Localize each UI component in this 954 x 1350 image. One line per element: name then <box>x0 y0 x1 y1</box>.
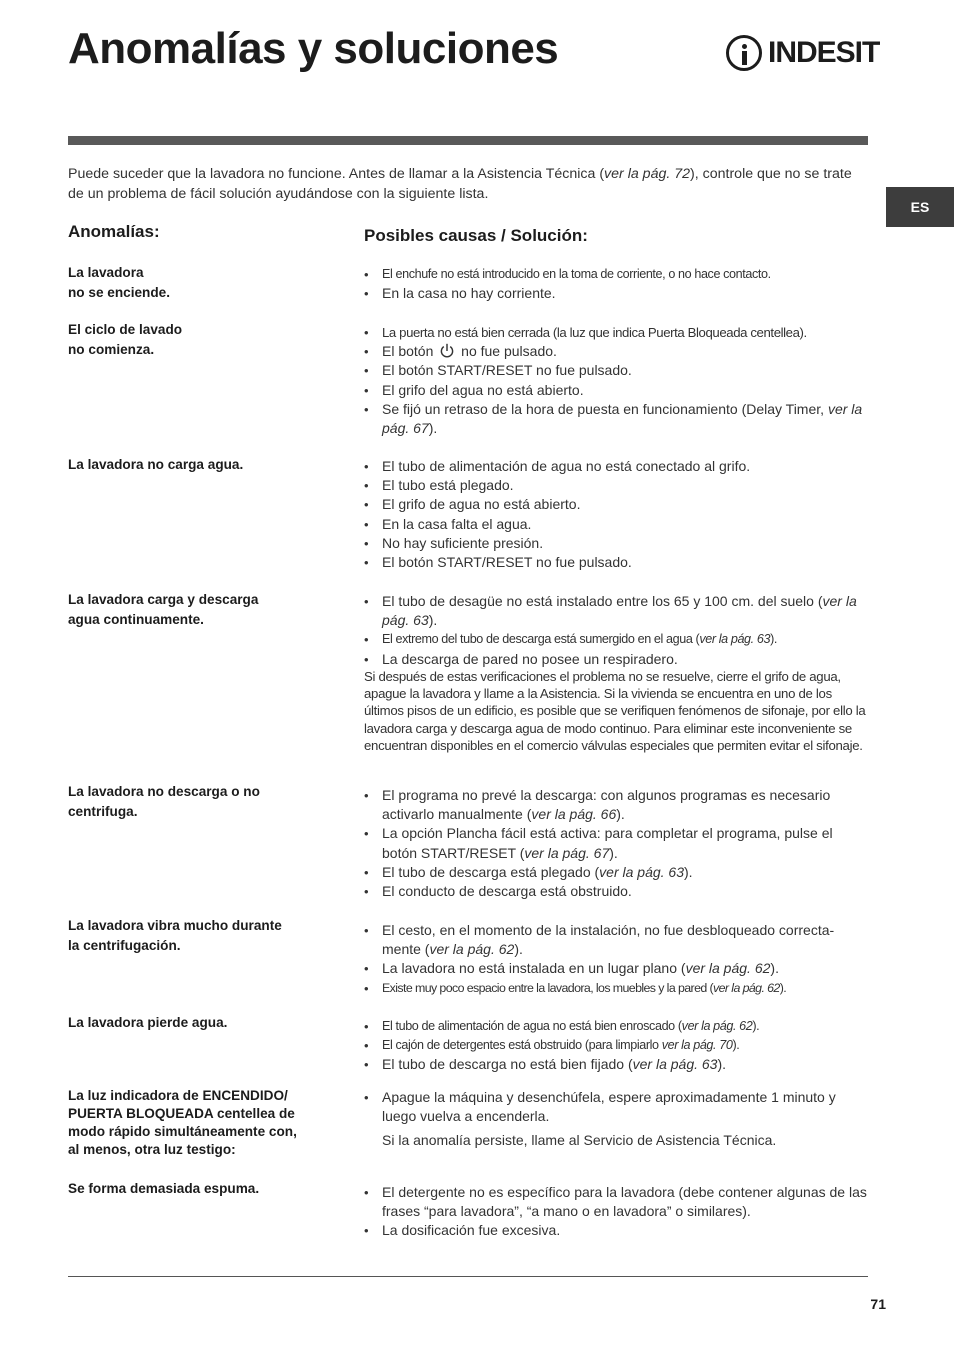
problem-line: agua continuamente. <box>68 611 204 627</box>
solution-item: • El grifo de agua no está abierto. <box>364 495 868 514</box>
solution-item: • El tubo está plegado. <box>364 476 868 495</box>
solution-text: El cesto, en el momento de la instalación, no fue desbloqueado correcta-mente ( <box>382 922 835 958</box>
solution-item <box>364 1036 868 1055</box>
solution-text: El botón <box>382 343 434 360</box>
problem-line: no comienza. <box>68 341 155 357</box>
solution-list <box>364 457 868 572</box>
problem-line: la centrifugación. <box>68 937 181 953</box>
problem-line: La lavadora no carga agua. <box>68 457 244 472</box>
page-title: Anomalías y soluciones <box>68 24 559 73</box>
solution-item <box>364 1055 868 1074</box>
brand-logo <box>726 32 879 74</box>
solution-item <box>364 959 868 978</box>
solution-item: • En la casa no hay corriente. <box>364 284 868 303</box>
solution-text: El cajón de detergentes está obstruido (para limpiarlo <box>382 1038 662 1053</box>
solution-item: • La dosificación fue excesiva. <box>364 1221 868 1240</box>
page-ref: ver la pág. 66 <box>531 806 617 823</box>
problem-line: modo rápido simultáneamente con, <box>68 1124 297 1139</box>
solution-item: • En la casa falta el agua. <box>364 515 868 534</box>
solution-item: • El botón START/RESET no fue pulsado. <box>364 361 868 380</box>
solution-text: ). <box>428 612 438 629</box>
problem-label <box>68 1179 330 1199</box>
solution-list <box>364 921 868 998</box>
solution-list <box>364 592 868 669</box>
problem-line: al menos, otra luz testigo: <box>68 1142 236 1157</box>
brand-name: INDESIT <box>768 36 880 69</box>
problem-line: La lavadora carga y descarga <box>68 592 259 607</box>
solution-text: no fue pulsado. <box>461 343 557 360</box>
language-tab: ES <box>886 187 954 227</box>
solution-list <box>364 323 868 438</box>
solution-item <box>364 400 868 438</box>
solution-list <box>364 265 868 303</box>
solution-text: ). <box>779 980 787 995</box>
solution-list <box>364 1017 868 1075</box>
intro-paragraph <box>68 164 868 204</box>
solution-item: • La puerta no está bien cerrada (la luz que indica Puerta Bloqueada centellea). <box>364 323 868 342</box>
solution-item <box>364 786 868 824</box>
solution-list <box>364 1183 868 1241</box>
solution-list <box>364 786 868 901</box>
footer-divider <box>68 1276 868 1277</box>
solution-text: El tubo de desagüe no está instalado entre los 65 y 100 cm. del suelo ( <box>382 593 823 609</box>
solution-text: El tubo de descarga no está bien fijado ( <box>382 1056 633 1073</box>
problem-label <box>68 916 330 955</box>
intro-text-a: Puede suceder que la lavadora no funcione. Antes de llamar a la Asistencia Técnica ( <box>68 166 605 182</box>
solution-text: La lavadora no está instalada en un lugar plano ( <box>382 960 686 977</box>
solution-item <box>364 824 868 862</box>
solution-text: ). <box>770 632 777 647</box>
solution-text: El programa no prevé la descarga: con algunos programas es necesario activarlo manualmente ( <box>382 787 831 823</box>
solution-text: Se fijó un retraso de la hora de puesta en funcionamiento (Delay Timer, <box>382 400 825 417</box>
solution-text: ). <box>616 806 625 823</box>
problem-label <box>68 590 330 629</box>
page-ref: ver la pág. 62 <box>685 960 771 977</box>
solution-item <box>364 921 868 959</box>
solution-list <box>364 1088 868 1126</box>
page-ref: ver la pág. 62 <box>681 1019 753 1033</box>
problem-label <box>68 782 330 821</box>
solution-item <box>364 979 868 998</box>
problem-line: El ciclo de lavado <box>68 322 183 337</box>
anomalies-heading: Anomalías: <box>68 222 160 241</box>
problem-line: centrifuga. <box>68 803 138 819</box>
solution-item <box>364 592 868 630</box>
solution-item: • El enchufe no está introducido en la toma de corriente, o no hace contacto. <box>364 265 868 284</box>
page-ref: ver la pág. 63 <box>699 632 771 647</box>
problem-line: La lavadora <box>68 265 144 280</box>
problem-label <box>68 1087 330 1159</box>
problem-line: Se forma demasiada espuma. <box>68 1181 260 1196</box>
page-ref: ver la pág. 70 <box>661 1038 733 1053</box>
solution-item: • El conducto de descarga está obstruido. <box>364 882 868 901</box>
solution-text: ). <box>752 1019 760 1033</box>
solution-text: ). <box>684 863 693 880</box>
page-ref: ver la pág. 63 <box>599 863 684 880</box>
solution-text: El tubo de descarga está plegado ( <box>382 863 600 880</box>
solution-item <box>364 1017 868 1036</box>
solution-item <box>364 630 868 649</box>
page-ref: ver la pág. 67 <box>524 844 610 861</box>
solution-text: ). <box>428 420 438 437</box>
solution-text: ). <box>514 941 523 958</box>
solution-item: • El detergente no es específico para la lavadora (debe contener algunas de las frases “para lavadora”, “a mano o en lavadora” o similares). <box>364 1183 868 1221</box>
power-icon <box>439 343 455 359</box>
problem-line: no se enciende. <box>68 284 170 300</box>
solution-text: ). <box>770 960 779 977</box>
solution-note: Si después de estas verificaciones el problema no se resuelve, cierre el grifo de agua, apague la lavadora y llame a la Asistencia. Si la vivienda se encuentra en uno de los últimos pisos de un edificio, es posible que se verifiquen fenómenos de sifonaje, por ello la lavadora carga y descarga agua de modo continuo. Para eliminar este inconveniente se encuentran disponibles en el comercio válvulas especiales que permiten evitar el sifonaje. <box>364 669 866 753</box>
page-ref: ver la pág. 63 <box>382 593 857 629</box>
header-divider <box>68 136 868 145</box>
solution-text: ). <box>717 1056 727 1073</box>
problem-label <box>68 320 330 359</box>
problem-line: La luz indicadora de ENCENDIDO/ <box>68 1088 288 1103</box>
solution-text: La opción Plancha fácil está activa: para completar el programa, pulse el botón START/RESET ( <box>382 825 833 861</box>
solution-note: Si la anomalía persiste, llame al Servicio de Asistencia Técnica. <box>382 1132 777 1148</box>
solution-item <box>364 342 868 361</box>
problem-line: PUERTA BLOQUEADA centellea de <box>68 1106 295 1121</box>
solution-text: ). <box>732 1038 740 1053</box>
solution-item: • El grifo del agua no está abierto. <box>364 381 868 400</box>
solution-item: • El botón START/RESET no fue pulsado. <box>364 553 868 572</box>
problem-line: La lavadora pierde agua. <box>68 1015 228 1030</box>
solution-item: • No hay suficiente presión. <box>364 534 868 553</box>
solution-item <box>364 863 868 882</box>
solution-text: ). <box>609 844 618 861</box>
page-number: 71 <box>870 1296 886 1312</box>
problem-line: La lavadora no descarga o no <box>68 784 260 799</box>
solution-text: Existe muy poco espacio entre la lavadora, los muebles y la pared ( <box>382 980 714 995</box>
page-ref: ver la pág. 67 <box>382 400 863 437</box>
page-ref: ver la pág. 63 <box>632 1056 718 1073</box>
problem-label <box>68 263 330 302</box>
indesit-logo-icon <box>726 35 762 71</box>
problem-label <box>68 1013 330 1033</box>
causes-heading: Posibles causas / Solución: <box>364 226 588 245</box>
solution-item: • La descarga de pared no posee un respiradero. <box>364 650 868 669</box>
intro-text-b: ), controle que no se trate de un problema de fácil solución ayudándose con la siguiente lista. <box>68 166 852 202</box>
solution-item: • Apague la máquina y desenchúfela, espere aproximadamente 1 minuto y luego vuelva a encenderla. <box>364 1088 868 1126</box>
solution-item: • El tubo de alimentación de agua no está conectado al grifo. <box>364 457 868 476</box>
solution-text: El tubo de alimentación de agua no está bien enroscado ( <box>382 1019 682 1033</box>
page-ref: ver la pág. 62 <box>429 941 515 958</box>
problem-line: La lavadora vibra mucho durante <box>68 918 282 933</box>
intro-page-ref: ver la pág. 72 <box>604 166 691 182</box>
problem-label <box>68 455 330 475</box>
solution-text: El extremo del tubo de descarga está sumergido en el agua ( <box>382 632 700 647</box>
page-ref: ver la pág. 62 <box>713 980 780 995</box>
